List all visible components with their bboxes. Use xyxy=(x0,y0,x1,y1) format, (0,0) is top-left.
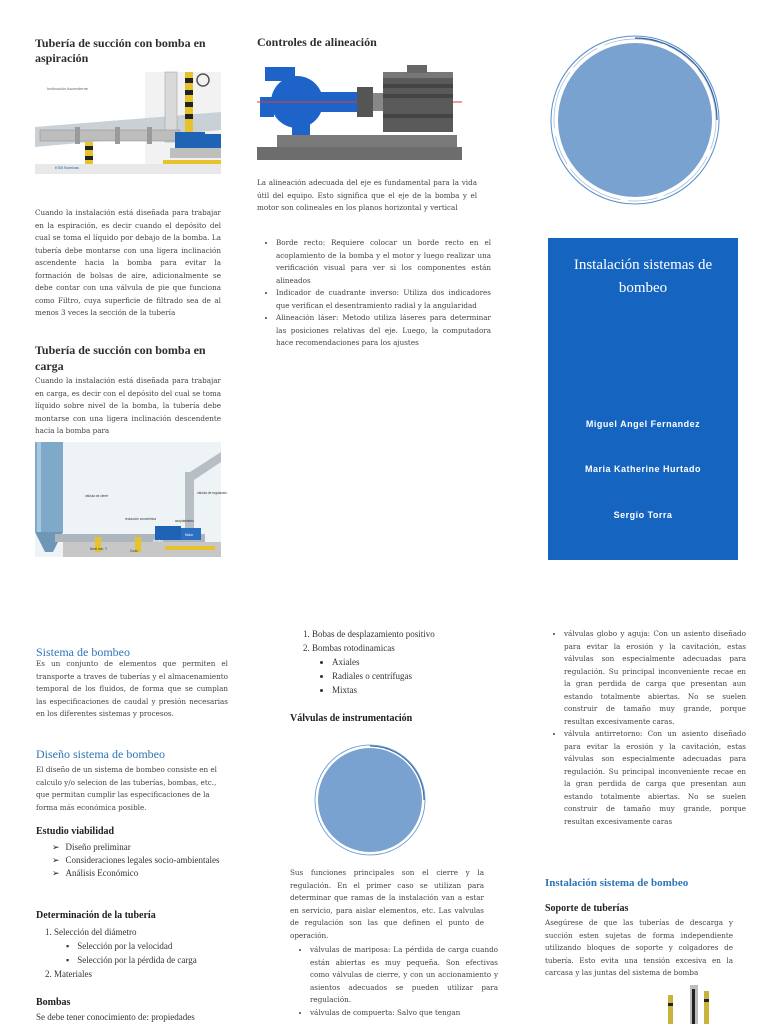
list-item: • Mixtas xyxy=(332,683,492,697)
list-item: • válvulas de compuerta: Salvo que tengan xyxy=(310,1007,498,1020)
author-name: Maria Katherine Hurtado xyxy=(584,464,702,474)
heading-pipe-determination: Determinación de la tubería xyxy=(36,910,156,921)
list-item: • Indicador de cuadrante inverso: Utiliza dos indicadores que verifican el desentramiento radial y la angularidad xyxy=(276,287,491,312)
list-item: 2. Bombas rotodinamicas • Axiales • Radiales o centrífugas • Mixtas xyxy=(312,641,492,697)
paragraph-suction-aspiration: Cuando la instalación está diseñada para trabajar en la espiración, es decir cuando el depósito del cual se toma el líquido por debajo de la bomba. La tubería debe montarse con una ligera inclinación ascendente hacia la bomba para evitar la formación de bolsas de aire, adicionalmente se debe contar con una válvula de pie que funciona como Filtro, cuya superficie de filtrado sea de al menos 3 veces la sección de la tubería xyxy=(35,208,221,317)
decorative-circle xyxy=(549,34,721,206)
svg-text:Codo: Codo xyxy=(130,549,138,553)
svg-text:válvula de regulación: válvula de regulación xyxy=(197,491,227,495)
heading-instrumentation-valves: Válvulas de instrumentación xyxy=(290,713,413,724)
paragraph-pump-design: El diseño de un sistema de bombeo consiste en el calculo y/o selecion de las tuberías, bombas, etc., que permitan cumplir las especificaciones de la forma más económica posible. xyxy=(36,765,217,812)
heading-pipe-support: Soporte de tuberías xyxy=(545,903,629,914)
paragraph-suction-load: Cuando la instalación está diseñada para trabajar en carga, es decir con el depósito del cual se toma líquido sobre nivel de la bomba, la tubería debe montarse con una ligera inclinación descendente hacia la bomba para xyxy=(35,376,221,435)
list-item: • Borde recto: Requiere colocar un borde recto en el acoplamiento de la bomba y el motor y luego realizar una verificación visual para ver si los componentes están alineados xyxy=(276,237,491,287)
list-item: • válvulas de mariposa: La pérdida de carga cuando están abiertas es muy pequeña. Son efectivas como válvulas de cierre, y con un accionamiento y asientos adecuados se pueden utilizar para regulación. xyxy=(310,944,498,1007)
list-item: ➢ Consideraciones legales socio-ambientales xyxy=(52,854,232,867)
heading-pump-system: Sistema de bombeo xyxy=(36,645,130,659)
cover-title: Instalación sistemas de bombeo xyxy=(573,257,713,296)
author-name: Miguel Angel Fernandez xyxy=(585,419,701,429)
list-item: • válvula antirretorno: Con un asiento diseñado para evitar la erosión y la cavitación, estas válvulas son especialmente adecuadas para regulación. Su principal inconveniente recae en la gran perdida de carga que presentan aun estando totalmente abiertas. No se suelen construir de tamaño muy grande, porque resultan excesivamente caras xyxy=(564,728,746,828)
paragraph-pumps: Se debe tener conocimiento de: propiedades xyxy=(36,1012,195,1022)
heading-alignment-controls: Controles de alineación xyxy=(257,35,377,49)
svg-text:reducción concéntrica: reducción concéntrica xyxy=(125,517,157,521)
decorative-circle-small xyxy=(313,743,428,858)
pump-types-list xyxy=(296,627,492,697)
list-item: ➢ Diseño preliminar xyxy=(52,841,232,854)
list-item: ▪ Selección por la velocidad xyxy=(66,941,173,951)
pump-alignment-image xyxy=(257,57,462,160)
list-item: • Radiales o centrífugas xyxy=(332,669,492,683)
paragraph-pipe-support: Asegúrese de que las tuberías de descarga y succión esten sujetas de forma independiente utilizando bloques de soporte y colgadores de tubería. Esto evita una tensión excesiva en la carcasa y las juntas del sistema de bomba xyxy=(545,918,733,977)
suction-load-image xyxy=(35,442,227,557)
svg-text:Nivel mín. Y: Nivel mín. Y xyxy=(90,547,108,551)
valve-types-list xyxy=(296,944,498,1019)
list-item: 1. Bobas de desplazamiento positivo xyxy=(312,627,492,641)
image-caption: Inclinación Ascendente xyxy=(47,86,88,91)
brand-text: KSB Bombas xyxy=(55,165,79,170)
list-item: 1. Selección del diámetro ▪ Selección por la velocidad ▪ Selección por la pérdida de carga xyxy=(54,925,244,967)
alignment-methods-list xyxy=(262,237,491,350)
list-item: • Alineación láser: Metodo utiliza láseres para determinar las posiciones relativas del eje. Luego, la computadora hace recomendaciones para los ajustes xyxy=(276,312,491,350)
svg-text:válvula de cierre: válvula de cierre xyxy=(85,494,109,498)
heading-suction-load: Tubería de succión con bomba en carga xyxy=(35,343,206,373)
list-item: ➢ Análisis Económico xyxy=(52,867,232,880)
paragraph-alignment: La alineación adecuada del eje es fundamental para la vida útil del equipo. Esto significa que el eje de la bomba y el motor son colineales en los planos horizontal y vertical xyxy=(257,178,477,212)
paragraph-valves: Sus funciones principales son el cierre y la regulación. En el primer caso se utilizan para determinar que ramas de la instalación van a estar en servicio, para aislar elementos, etc. Las valvulas de regulación son las que definen el punto de operación. xyxy=(290,868,484,940)
list-item: • Axiales xyxy=(332,655,492,669)
author-name: Sergio Torra xyxy=(613,510,673,520)
cover-panel xyxy=(548,238,738,560)
valve-types-list-2 xyxy=(550,628,746,828)
svg-text:acoplamiento: acoplamiento xyxy=(175,519,194,523)
viability-list xyxy=(38,841,232,880)
list-item: 2. Materiales xyxy=(54,967,244,981)
heading-installation: Instalación sistema de bombeo xyxy=(545,877,689,889)
heading-viability: Estudio viabilidad xyxy=(36,826,115,837)
pipe-support-image xyxy=(660,985,720,1024)
svg-text:Bomba: Bomba xyxy=(153,539,164,543)
list-item: ▪ Selección por la pérdida de carga xyxy=(66,955,197,965)
pipe-determination-list xyxy=(38,925,244,981)
paragraph-pump-system: Es un conjunto de elementos que permiten el transporte a traves de tuberías y el almacenamiento temporal de los fluidos, de forma que se cumplan las especificaciones de caudal y presión necesarias en los diferentes sistemas y procesos. xyxy=(36,659,228,718)
heading-suction-aspiration: Tubería de succión con bomba en aspiración xyxy=(35,36,206,65)
svg-text:Motor: Motor xyxy=(185,533,194,537)
heading-pump-design: Diseño sistema de bombeo xyxy=(36,747,165,761)
suction-aspiration-image xyxy=(35,72,221,174)
heading-pumps: Bombas xyxy=(36,997,71,1008)
list-item: • válvulas globo y aguja: Con un asiento diseñado para evitar la erosión y la cavitación, estas válvulas son especialmente adecuadas para regulación. Su principal inconveniente recae en la gran perdida de carga que presentan aun estando totalmente abiertas. No se suelen construir de tamaño muy grande, porque resultan excesivamente caras. xyxy=(564,628,746,728)
